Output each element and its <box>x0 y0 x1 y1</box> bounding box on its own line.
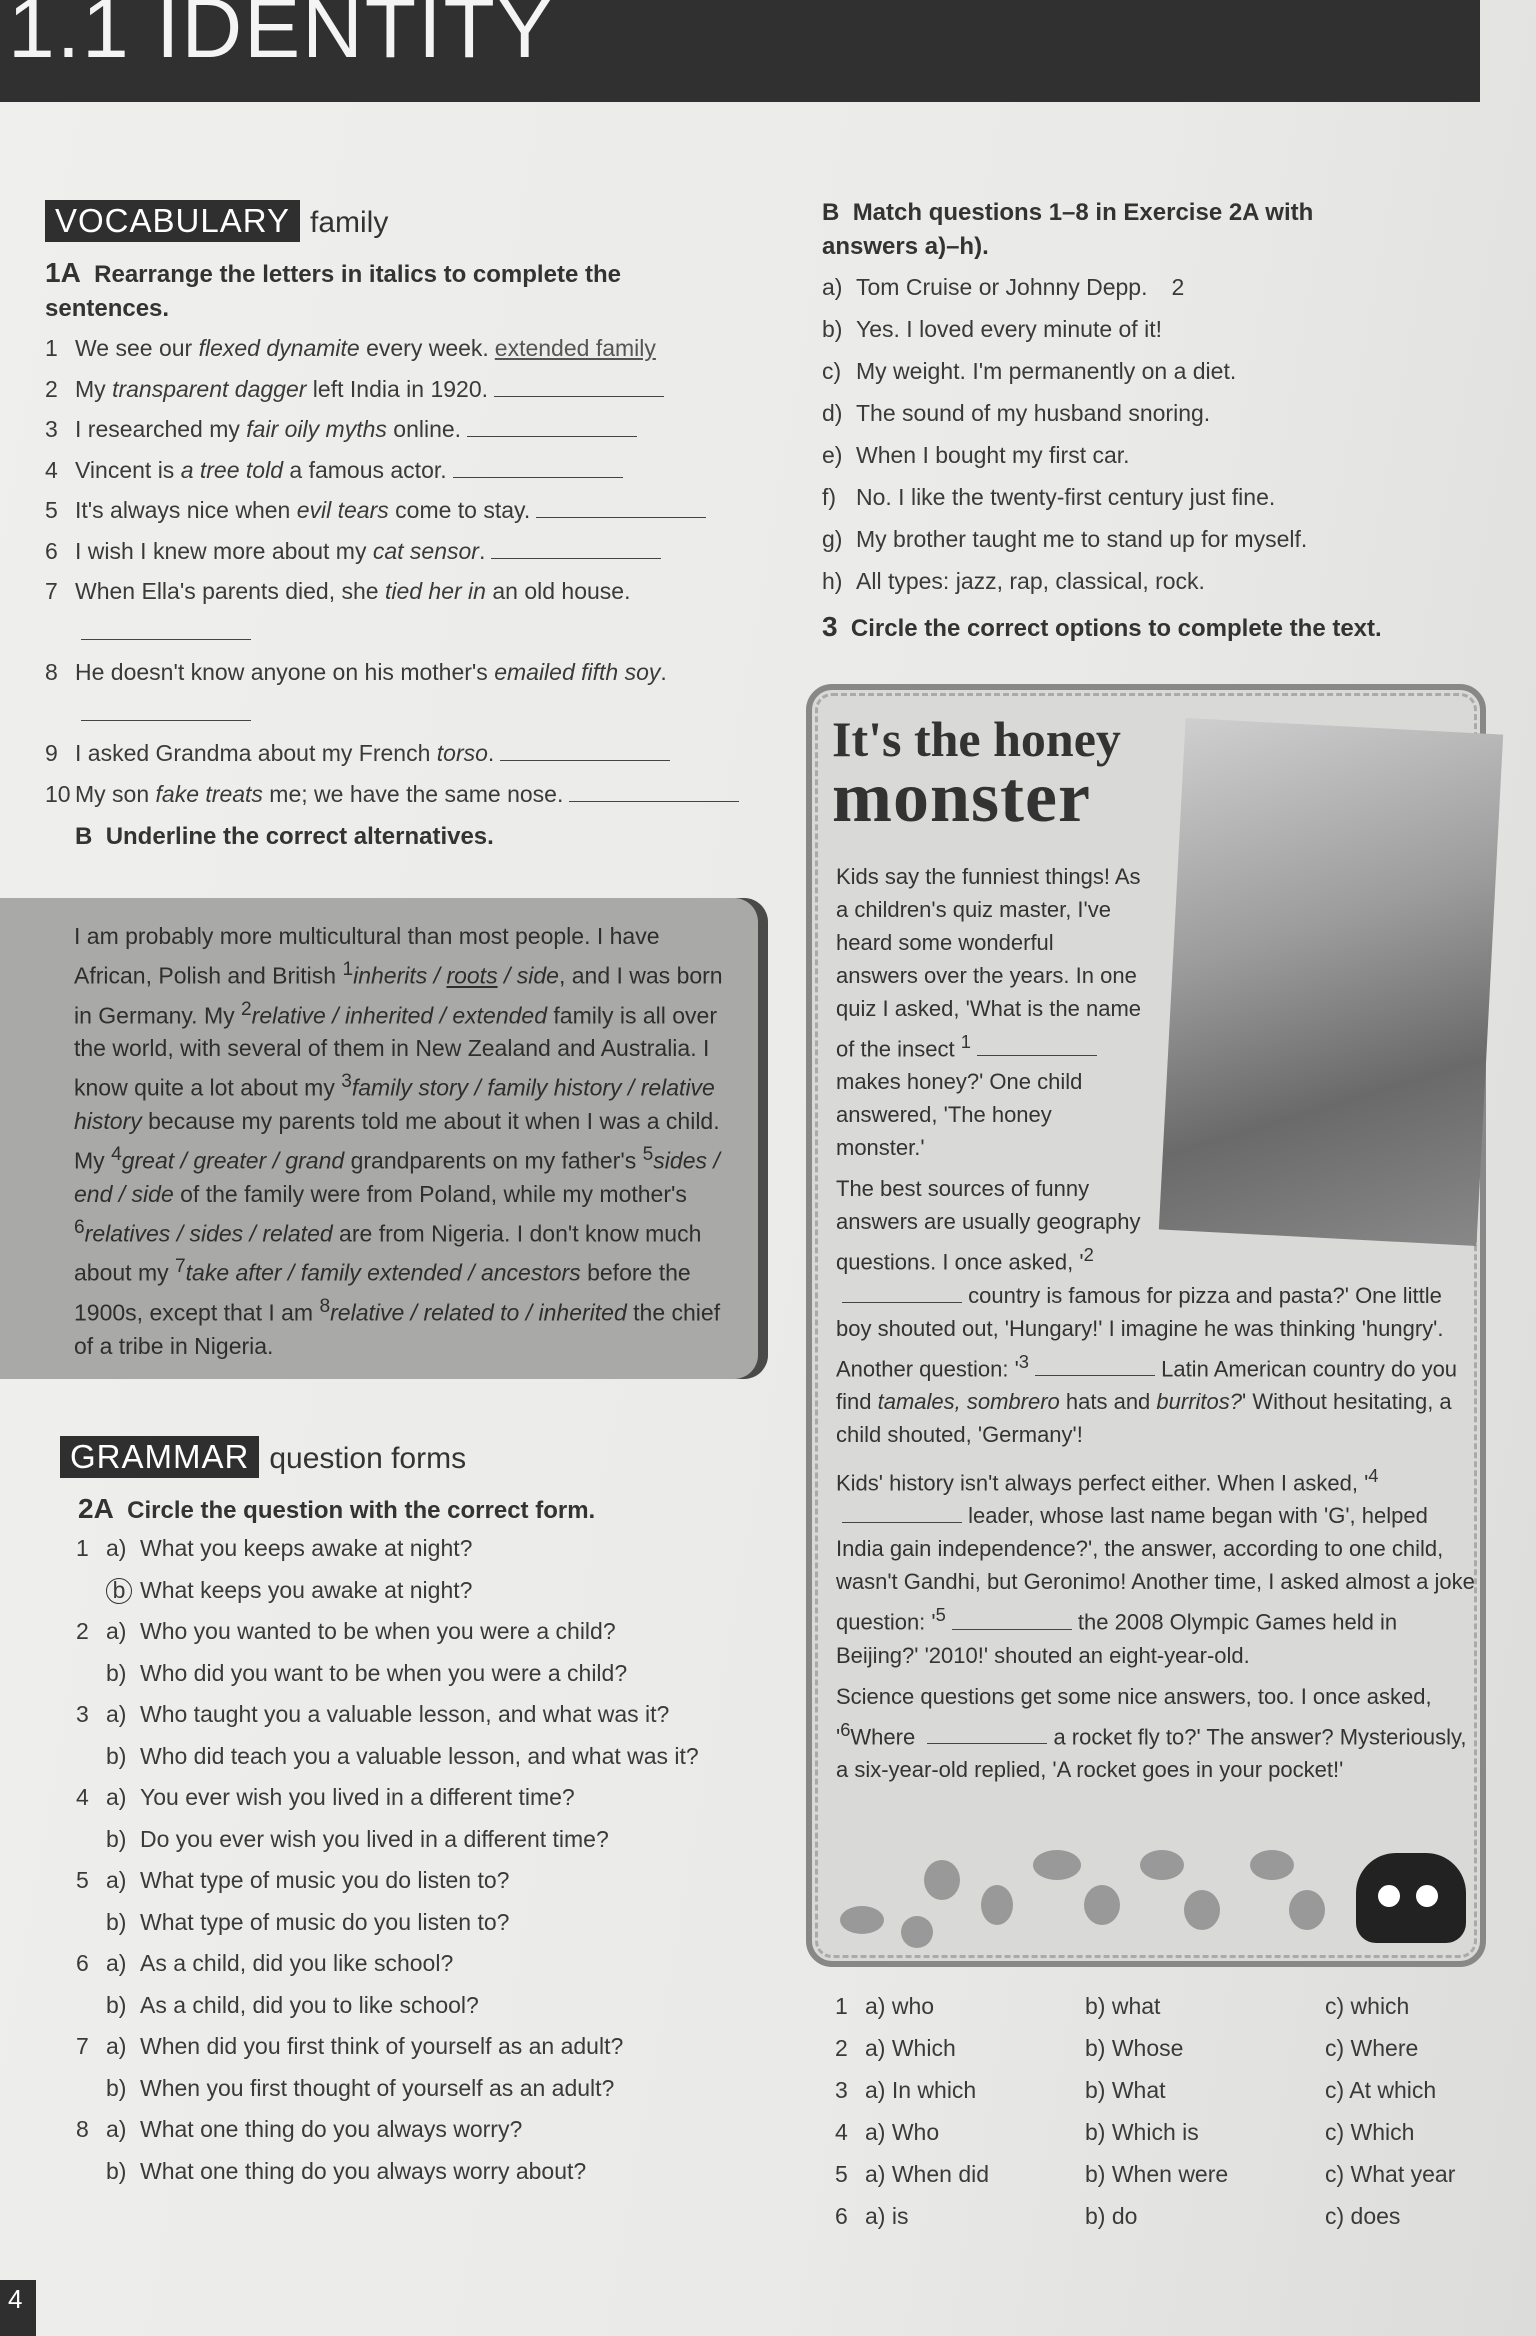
text-segment: When Ella's parents died, she <box>75 578 385 604</box>
exercise-1a-list <box>45 328 765 814</box>
option-letter: c) <box>822 358 842 384</box>
exercise-2a-title: 2A Circle the question with the correct form. <box>78 1493 596 1524</box>
answer-text: My brother taught me to stand up for myself. <box>856 526 1308 552</box>
option-letter: a) <box>106 1867 127 1893</box>
exercise-3-title: 3 Circle the correct options to complete the text. <box>822 611 1382 642</box>
answer-text: My weight. I'm permanently on a diet. <box>856 358 1237 384</box>
answer-item <box>822 434 1482 476</box>
answer-line <box>45 693 765 734</box>
option-c[interactable]: c) At which <box>1325 2077 1437 2103</box>
answer-text: No. I like the twenty-first century just fine. <box>856 484 1276 510</box>
option-letter: a) <box>106 2116 127 2142</box>
text-segment: because my parents told me about it when I was a child. My <box>74 1107 720 1174</box>
item-number: 7 <box>175 1256 186 1278</box>
text-segment: tamales, sombrero <box>877 1388 1060 1414</box>
text-segment: fair oily myths <box>246 416 387 442</box>
option-c[interactable]: c) which <box>1325 1993 1410 2019</box>
text-segment: a famous actor. <box>283 456 447 483</box>
answer-blank[interactable] <box>500 741 670 761</box>
option-letter: a) <box>106 2033 127 2059</box>
answer-text: Yes. I loved every minute of it! <box>856 316 1162 342</box>
answer-line <box>45 612 765 653</box>
grammar-topic: question forms <box>269 1442 467 1475</box>
item-number: 4 <box>45 456 58 483</box>
text-segment: relatives / sides / related <box>84 1220 333 1247</box>
item-number: 1 <box>76 1535 89 1561</box>
question-option[interactable] <box>76 1694 770 1736</box>
text-segment: . <box>487 740 495 766</box>
black-cat-icon <box>1356 1853 1466 1943</box>
option-b[interactable]: b) do <box>1085 2203 1138 2229</box>
item-number: 4 <box>76 1784 89 1810</box>
answer-blank[interactable] <box>467 417 637 437</box>
text-segment: online. <box>386 416 462 442</box>
text-segment: flexed dynamite <box>198 335 360 361</box>
exercise-1b-title: B Underline the correct alternatives. <box>75 823 494 850</box>
exercise-3-options <box>835 1985 1485 2237</box>
item-number: 8 <box>45 659 58 685</box>
option-c[interactable]: c) Which <box>1325 2119 1415 2145</box>
question-option[interactable] <box>76 2068 770 2110</box>
exercise-2b-title: B Match questions 1–8 in Exercise 2A with answers a)–h). <box>822 199 1314 260</box>
article-headline: It's the honey monster <box>832 711 1121 837</box>
question-text: As a child, did you like school? <box>140 1950 454 1976</box>
item-number: 5 <box>935 1604 946 1626</box>
item-number: 6 <box>45 537 58 564</box>
text-segment: me; we have the same nose. <box>262 780 564 807</box>
answer-item <box>822 266 1482 308</box>
option-row <box>835 2111 1485 2153</box>
exercise-2b-list <box>822 266 1482 602</box>
answer-text[interactable]: extended family <box>494 335 656 361</box>
item-number: 7 <box>76 2033 89 2059</box>
text-segment: Science questions get some nice answers, too. I once asked, ' <box>836 1683 1432 1749</box>
item-number: 6 <box>840 1718 851 1740</box>
item-number: 2 <box>835 2035 848 2061</box>
text-segment: I asked Grandma about my French <box>75 740 437 766</box>
option-letter: a) <box>106 1535 127 1561</box>
text-segment: great / greater / grand <box>121 1147 345 1174</box>
option-b[interactable]: b) What <box>1085 2077 1166 2103</box>
text-segment: hats and <box>1059 1388 1157 1414</box>
answer-item <box>822 350 1482 392</box>
list-item <box>45 450 765 491</box>
text-segment: the chief of a tribe in Nigeria. <box>74 1299 721 1359</box>
text-segment: roots <box>446 962 498 989</box>
item-number: 6 <box>835 2203 848 2229</box>
option-c[interactable]: c) What year <box>1325 2161 1456 2187</box>
answer-item <box>822 392 1482 434</box>
item-number: 5 <box>76 1867 89 1893</box>
item-number: 5 <box>835 2161 848 2187</box>
question-option[interactable] <box>76 1943 770 1985</box>
item-number: 1 <box>342 959 354 980</box>
option-letter: b) <box>822 316 843 342</box>
item-number: 9 <box>45 740 58 766</box>
answer-blank[interactable] <box>842 1283 962 1303</box>
list-item <box>45 571 765 612</box>
question-option[interactable] <box>76 1653 770 1695</box>
answer-blank[interactable] <box>81 701 251 721</box>
text-segment: the 2008 Olympic Games held in Beijing?' '2010!' shouted an eight-year-old. <box>836 1609 1398 1668</box>
option-b[interactable]: b) Which is <box>1085 2119 1199 2145</box>
text-segment: . <box>478 537 486 564</box>
text-segment: before the 1900s, except that I am <box>74 1259 691 1326</box>
option-letter: f) <box>822 484 837 510</box>
question-text: What type of music do you listen to? <box>140 1908 510 1935</box>
answer-text: The sound of my husband snoring. <box>856 400 1211 426</box>
text-segment: / side <box>497 962 559 989</box>
item-number: 2 <box>1083 1244 1094 1266</box>
question-option[interactable] <box>76 1528 770 1570</box>
question-text: When you first thought of yourself as an adult? <box>140 2074 615 2101</box>
answer-item <box>822 476 1482 518</box>
item-number: 5 <box>642 1143 654 1165</box>
question-option[interactable] <box>76 2026 770 2068</box>
text-segment: My <box>75 375 113 402</box>
answer-blank[interactable] <box>1035 1356 1155 1376</box>
option-c[interactable]: c) Where <box>1325 2035 1419 2061</box>
grammar-label: GRAMMAR <box>60 1436 259 1478</box>
text-segment: inherits / <box>353 962 447 989</box>
list-item <box>45 774 765 815</box>
text-segment: The best sources of funny answers are usually geography questions. I once asked, ' <box>836 1176 1141 1275</box>
text-segment: country is famous for pizza and pasta?' One little boy shouted out, 'Hungary!' I imagine he was thinking 'hungry'. Another question: ' <box>836 1282 1444 1381</box>
exercise-1b-passage <box>74 920 724 1363</box>
exercise-1b-passage-box <box>0 898 768 1379</box>
list-item <box>45 369 765 410</box>
text-segment: , and I was born in Germany. My <box>74 962 723 1029</box>
question-text: What one thing do you always worry? <box>140 2116 523 2142</box>
option-letter: b) <box>106 1991 127 2018</box>
text-segment: cat sensor <box>372 537 479 564</box>
answer-blank[interactable] <box>569 782 739 802</box>
question-option[interactable] <box>76 1570 770 1612</box>
answer-blank[interactable] <box>494 377 664 397</box>
text-segment: He doesn't know anyone on his mother's <box>75 659 495 685</box>
footprints-icon <box>832 1840 1352 1950</box>
option-letter: g) <box>822 526 843 552</box>
option-letter: a) <box>106 1701 127 1727</box>
question-option[interactable] <box>76 1819 770 1861</box>
question-text: Do you ever wish you lived in a different time? <box>140 1825 609 1852</box>
question-option[interactable] <box>76 1736 770 1778</box>
option-letter: b) <box>106 2157 127 2184</box>
item-number: 3 <box>45 416 58 442</box>
article-paragraph <box>836 1680 1476 1786</box>
exercise-2a-list <box>76 1528 770 2192</box>
list-item <box>45 652 765 693</box>
item-number: 3 <box>76 1701 89 1727</box>
unit-header <box>0 0 1480 102</box>
matched-number[interactable]: 2 <box>1171 274 1185 300</box>
option-row <box>835 2027 1485 2069</box>
option-b[interactable]: b) Whose <box>1085 2035 1184 2061</box>
question-text: What one thing do you always worry about? <box>140 2157 587 2184</box>
question-option[interactable] <box>76 1611 770 1653</box>
option-b[interactable]: b) When were <box>1085 2161 1229 2187</box>
article-box <box>806 684 1486 1967</box>
option-row <box>835 1985 1485 2027</box>
text-segment: emailed fifth soy <box>494 659 661 685</box>
text-segment: relative / related to / inherited <box>330 1299 627 1326</box>
text-segment: family story / family history / relative history <box>74 1074 715 1134</box>
option-row <box>835 2195 1485 2237</box>
option-letter: h) <box>822 568 843 594</box>
text-segment: a rocket fly to?' The answer? Mysteriously, a six-year-old replied, 'A rocket goes in your pocket!' <box>836 1723 1467 1782</box>
text-segment: take after / family extended / ancestors <box>185 1259 581 1286</box>
text-segment: My son <box>75 780 156 807</box>
text-segment: Where <box>850 1723 922 1749</box>
option-letter: d) <box>822 400 843 426</box>
item-number: 6 <box>76 1950 89 1976</box>
list-item <box>45 733 765 774</box>
vocabulary-topic: family <box>309 206 389 239</box>
text-segment: I am probably more multicultural than most people. I have African, Polish and British <box>74 923 660 989</box>
item-number: 2 <box>45 375 58 402</box>
option-a[interactable]: a) In which <box>865 2077 977 2103</box>
item-number: 3 <box>341 1071 352 1093</box>
grammar-section <box>60 1436 770 2192</box>
text-segment: an old house. <box>485 578 631 604</box>
text-segment: come to stay. <box>388 497 531 523</box>
option-letter: a) <box>822 274 843 300</box>
question-text: What type of music you do listen to? <box>140 1867 510 1893</box>
question-text: Who you wanted to be when you were a child? <box>140 1618 616 1644</box>
item-number: 4 <box>835 2119 848 2145</box>
option-b[interactable]: b) what <box>1085 1993 1161 2019</box>
text-segment: ' Without hesitating, a child shouted, 'Germany'! <box>836 1388 1452 1447</box>
text-segment: It's always nice when <box>75 497 297 523</box>
answer-blank[interactable] <box>927 1724 1047 1744</box>
option-c[interactable]: c) does <box>1325 2203 1401 2229</box>
question-option[interactable] <box>76 1777 770 1819</box>
text-segment: Vincent is <box>75 456 181 483</box>
text-segment: makes honey?' One child answered, 'The honey monster.' <box>836 1069 1083 1161</box>
text-segment: evil tears <box>296 497 389 523</box>
question-text: As a child, did you to like school? <box>140 1991 479 2018</box>
text-segment: transparent dagger <box>112 375 307 402</box>
text-segment: sides / end / side <box>74 1147 720 1207</box>
text-segment: torso <box>436 740 488 766</box>
item-number: 3 <box>1018 1350 1029 1372</box>
answer-blank[interactable] <box>453 458 623 478</box>
question-text: Who taught you a valuable lesson, and what was it? <box>140 1701 670 1727</box>
option-letter: b) <box>106 2074 127 2101</box>
question-text: You ever wish you lived in a different time? <box>140 1784 575 1810</box>
text-segment: fake treats <box>155 780 263 807</box>
text-segment: I wish I knew more about my <box>75 537 373 564</box>
text-segment: Latin American country do you find <box>836 1355 1458 1414</box>
option-a[interactable]: a) Who <box>865 2119 940 2145</box>
item-number: 5 <box>45 497 58 523</box>
circled-letter: b <box>106 1578 132 1604</box>
option-letter: b) <box>106 1825 127 1852</box>
text-segment: a tree told <box>180 456 283 483</box>
option-letter: a) <box>106 1784 127 1810</box>
list-item <box>45 490 765 531</box>
question-option[interactable] <box>76 2109 770 2151</box>
question-option[interactable] <box>76 1985 770 2027</box>
answer-text: All types: jazz, rap, classical, rock. <box>856 568 1205 594</box>
item-number: 4 <box>111 1143 122 1165</box>
answer-item <box>822 560 1482 602</box>
option-letter: b) <box>106 1659 127 1686</box>
item-number: 4 <box>1368 1464 1379 1486</box>
option-letter: a) <box>106 1618 127 1644</box>
text-segment: family is all over the world, with several of them in New Zealand and Australia. I know quite a lot about my <box>74 1002 717 1101</box>
page-number: 4 <box>0 2280 36 2336</box>
question-option[interactable] <box>76 1902 770 1944</box>
answer-blank[interactable] <box>842 1503 962 1523</box>
text-segment: are from Nigeria. I don't know much about my <box>74 1220 702 1286</box>
option-letter: b) <box>106 1908 127 1935</box>
answer-item <box>822 308 1482 350</box>
photo-spacer <box>1141 860 1476 1255</box>
text-segment: leader, whose last name began with 'G', helped India gain independence?', the answer, according to one child, wasn't Gandhi, but Geronimo! Another time, I asked almost a joke question: ' <box>836 1503 1475 1635</box>
item-number: 6 <box>74 1216 85 1238</box>
question-text: Who did teach you a valuable lesson, and what was it? <box>140 1742 699 1769</box>
option-a[interactable]: a) Which <box>865 2035 956 2061</box>
answer-item <box>822 518 1482 560</box>
text-segment: I researched my <box>75 416 247 442</box>
question-text: Who did you want to be when you were a child? <box>140 1659 628 1686</box>
item-number: 1 <box>835 1993 848 2019</box>
option-letter: e) <box>822 442 843 468</box>
list-item <box>45 409 765 450</box>
text-segment: relative / inherited / extended <box>251 1002 548 1029</box>
exercise-2b-section <box>822 196 1482 646</box>
list-item <box>45 531 765 572</box>
exercise-1a-title: 1A Rearrange the letters in italics to complete the sentences. <box>45 257 621 322</box>
option-a[interactable]: a) When did <box>865 2161 990 2187</box>
question-text: When did you first think of yourself as an adult? <box>140 2033 624 2059</box>
item-number: 2 <box>241 998 252 1020</box>
article-paragraph <box>836 1459 1476 1672</box>
item-number: 8 <box>76 2116 89 2142</box>
text-segment: Kids' history isn't always perfect either. When I asked, ' <box>836 1470 1369 1496</box>
article-text <box>836 860 1476 1794</box>
text-segment: burritos? <box>1156 1388 1243 1414</box>
option-a[interactable]: a) is <box>865 2203 909 2229</box>
answer-blank[interactable] <box>977 1036 1097 1056</box>
list-item <box>45 328 765 369</box>
item-number: 3 <box>835 2077 848 2103</box>
answer-blank[interactable] <box>536 498 706 518</box>
question-text: What keeps you awake at night? <box>140 1576 473 1603</box>
text-segment: We see our <box>75 335 199 361</box>
answer-blank[interactable] <box>491 539 661 559</box>
question-text: What you keeps awake at night? <box>140 1535 473 1561</box>
answer-text: When I bought my first car. <box>856 442 1130 468</box>
item-number: 7 <box>45 578 58 604</box>
item-number: 10 <box>45 780 71 807</box>
text-segment: . <box>660 659 667 685</box>
option-a[interactable]: a) who <box>865 1993 935 2019</box>
text-segment: grandparents on my father's <box>344 1147 643 1174</box>
option-letter: a) <box>106 1950 127 1976</box>
text-segment: Kids say the funniest things! As a children's quiz master, I've heard some wonderful answers over the years. In one quiz I asked, 'What is the name of the insect <box>836 864 1142 1062</box>
answer-blank[interactable] <box>952 1610 1072 1630</box>
text-segment: left India in 1920. <box>306 375 488 402</box>
text-segment: tied her in <box>384 578 486 604</box>
unit-title: 1.1 IDENTITY <box>8 0 555 75</box>
vocabulary-label: VOCABULARY <box>45 200 300 242</box>
answer-blank[interactable] <box>81 620 251 640</box>
item-number: 1 <box>960 1031 971 1052</box>
item-number: 8 <box>319 1295 331 1317</box>
text-segment: of the family were from Poland, while my mother's <box>173 1180 687 1207</box>
answer-text: Tom Cruise or Johnny Depp. <box>856 274 1148 300</box>
option-row <box>835 2069 1485 2111</box>
item-number: 2 <box>76 1618 89 1644</box>
text-segment: every week. <box>359 335 489 361</box>
option-letter: b) <box>106 1742 127 1769</box>
item-number: 1 <box>45 335 58 361</box>
question-option[interactable] <box>76 1860 770 1902</box>
question-option[interactable] <box>76 2151 770 2193</box>
option-row <box>835 2153 1485 2195</box>
vocabulary-section <box>45 200 765 854</box>
